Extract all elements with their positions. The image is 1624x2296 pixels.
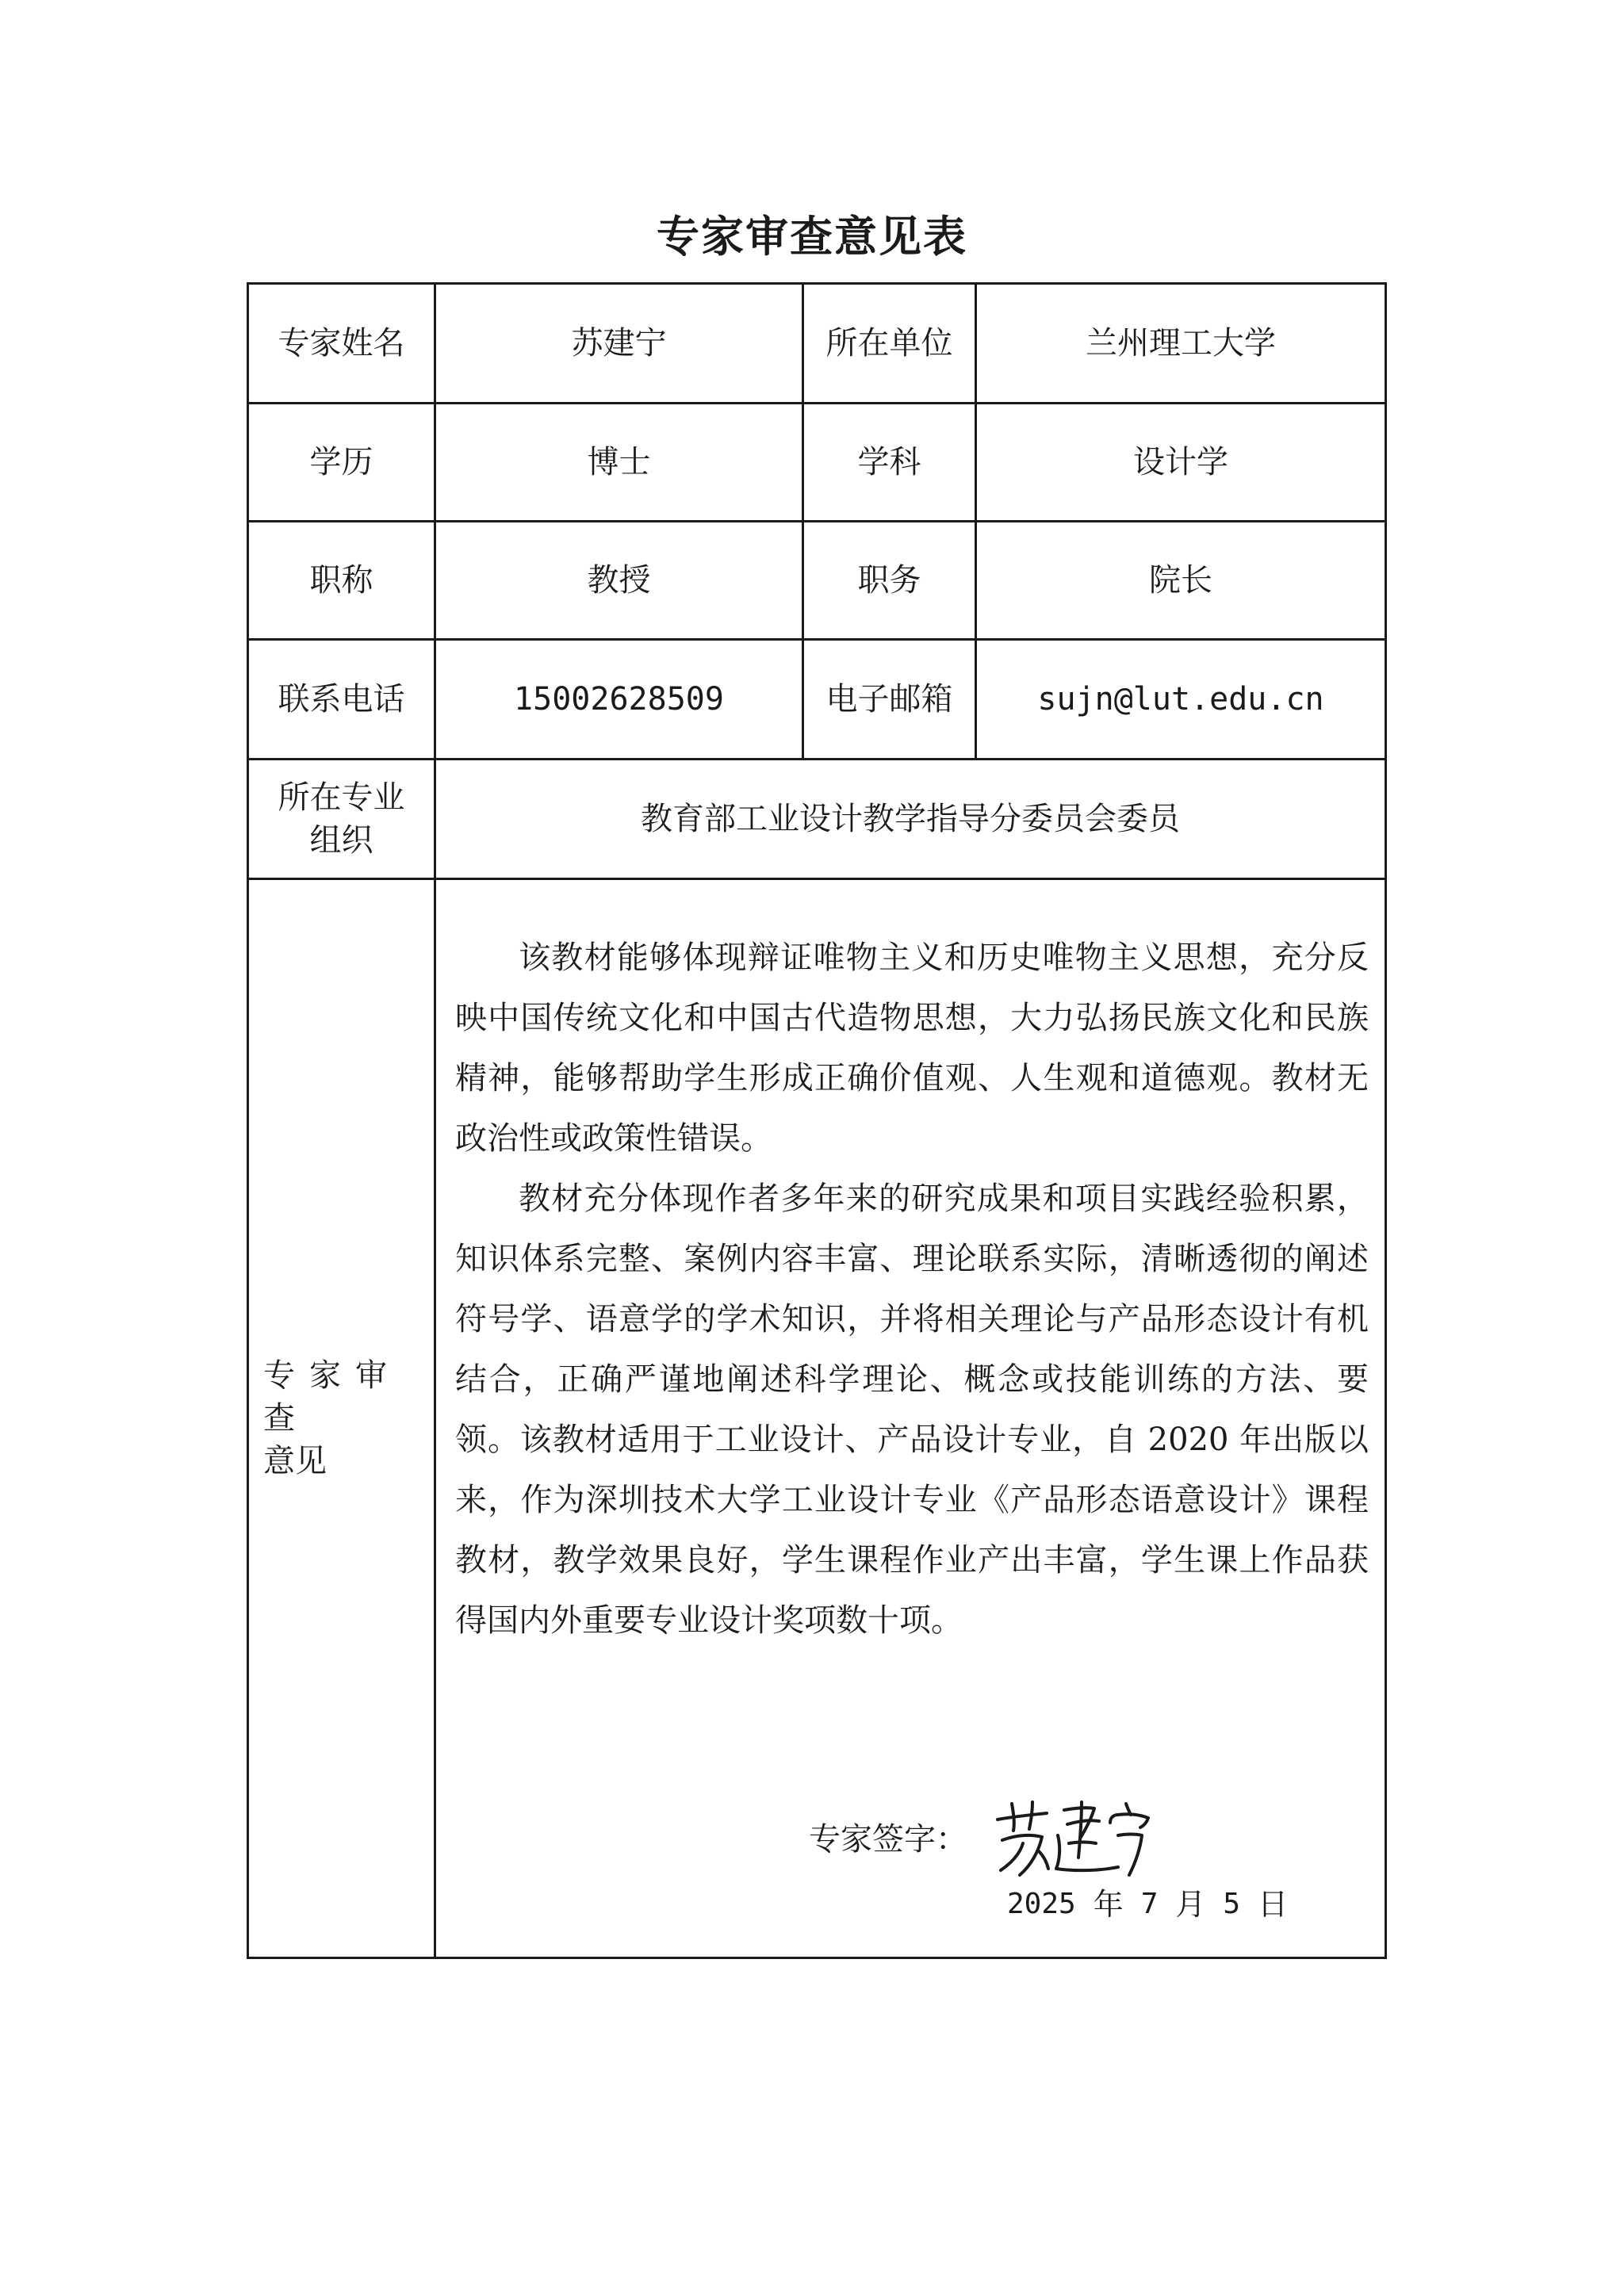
title-label: 职称 (248, 522, 435, 640)
row-phone-email (248, 640, 1386, 760)
org-label-line2: 组织 (309, 822, 373, 859)
education-value: 博士 (435, 404, 803, 522)
name-label: 专家姓名 (248, 284, 435, 404)
org-value: 教育部工业设计教学指导分委员会委员 (435, 760, 1386, 879)
date-year-unit: 年 (1093, 1887, 1124, 1922)
opinion-paragraph-2: 教材充分体现作者多年来的研究成果和项目实践经验积累，知识体系完整、案例内容丰富、理论联系实际，清晰透彻的阐述符号学、语意学的学术知识，并将相关理论与产品形态设计有机结合，正确严谨地阐述科学理论、概念或技能训练的方法、要领。该教材适用于工业设计、产品设计专业，自 2020 年出版以来，作为深圳技术大学工业设计专业《产品形态语意设计》课程教材，教学效果良好，学生课程作业产出丰富，学生课上作品获得国内外重要专业设计奖项数十项。 (455, 1181, 1369, 1639)
opinion-label-line2: 意见 (263, 1443, 327, 1479)
email-value: sujn@lut.edu.cn (976, 640, 1386, 760)
unit-value: 兰州理工大学 (976, 284, 1386, 404)
opinion-paragraph-1: 该教材能够体现辩证唯物主义和历史唯物主义思想，充分反映中国传统文化和中国古代造物思想，大力弘扬民族文化和民族精神，能够帮助学生形成正确价值观、人生观和道德观。教材无政治性或政策性错误。 (455, 939, 1369, 1157)
row-title-position (248, 522, 1386, 640)
email-label: 电子邮箱 (803, 640, 976, 760)
opinion-label-line1: 专家审查 (263, 1357, 401, 1437)
unit-label: 所在单位 (803, 284, 976, 404)
position-value: 院长 (976, 522, 1386, 640)
signature-row (809, 1796, 1158, 1883)
opinion-text (455, 928, 1369, 1651)
opinion-label (248, 879, 435, 1958)
date-day-unit: 日 (1258, 1887, 1289, 1922)
row-education-discipline (248, 404, 1386, 522)
row-organization (248, 760, 1386, 879)
date-month: 7 (1140, 1888, 1159, 1920)
position-label: 职务 (803, 522, 976, 640)
opinion-cell (435, 879, 1386, 1958)
date-year: 2025 (1007, 1888, 1076, 1920)
discipline-label: 学科 (803, 404, 976, 522)
name-value: 苏建宁 (435, 284, 803, 404)
title-value: 教授 (435, 522, 803, 640)
org-label-line1: 所在专业 (278, 779, 405, 816)
education-label: 学历 (248, 404, 435, 522)
row-name-unit (248, 284, 1386, 404)
phone-value: 15002628509 (435, 640, 803, 760)
signature-label: 专家签字： (809, 1821, 967, 1858)
date-day: 5 (1223, 1888, 1241, 1920)
discipline-value: 设计学 (976, 404, 1386, 522)
form-title: 专家审查意见表 (657, 212, 967, 262)
org-label (248, 760, 435, 879)
phone-label: 联系电话 (248, 640, 435, 760)
review-form-table (247, 282, 1387, 1959)
row-opinion (248, 879, 1386, 1958)
date-month-unit: 月 (1175, 1887, 1206, 1922)
date-row (1007, 1883, 1288, 1926)
handwritten-signature (991, 1796, 1158, 1883)
